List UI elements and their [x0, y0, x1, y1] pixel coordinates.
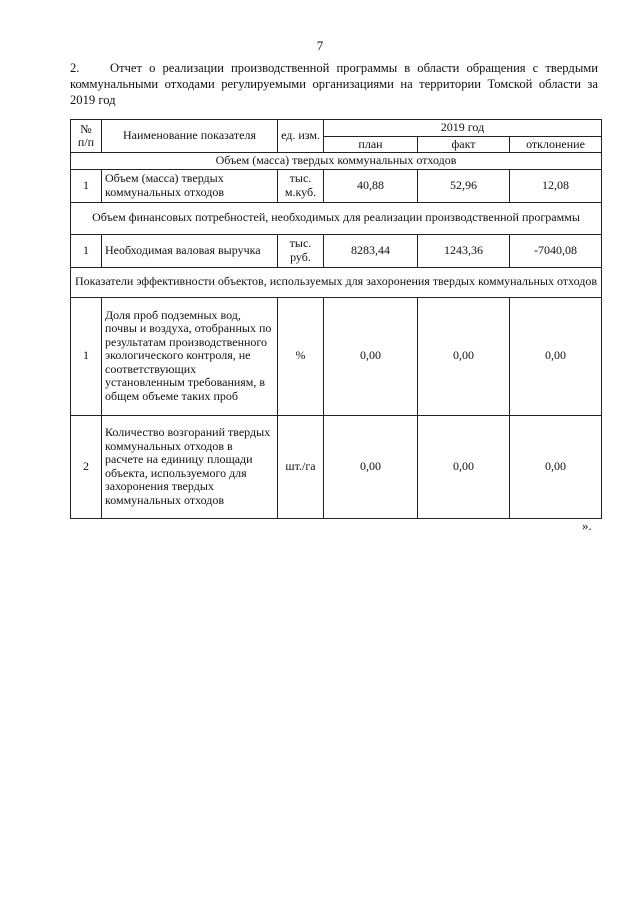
header-name: Наименование показателя — [102, 120, 278, 153]
section-title: Объем (масса) твердых коммунальных отходов — [71, 153, 602, 170]
page-number: 7 — [316, 38, 324, 53]
row-plan: 0,00 — [324, 415, 418, 518]
header-year: 2019 год — [324, 120, 602, 137]
row-num: 1 — [71, 169, 102, 202]
header-fact: факт — [418, 136, 510, 153]
row-plan: 40,88 — [324, 169, 418, 202]
header-unit: ед. изм. — [278, 120, 324, 153]
report-table — [70, 119, 602, 519]
row-num: 1 — [71, 234, 102, 267]
table-row — [71, 234, 602, 267]
row-deviation: 0,00 — [510, 297, 602, 415]
row-plan: 8283,44 — [324, 234, 418, 267]
table-row — [71, 297, 602, 415]
row-fact: 0,00 — [418, 415, 510, 518]
row-fact: 1243,36 — [418, 234, 510, 267]
row-fact: 0,00 — [418, 297, 510, 415]
row-name: Доля проб подземных вод, почвы и воздуха, отобранных по результатам производственного экологического контроля, не соответствующих установленным требованиям, в общем объеме таких проб — [102, 297, 278, 415]
row-deviation: -7040,08 — [510, 234, 602, 267]
header-plan: план — [324, 136, 418, 153]
heading-text: Отчет о реализации производственной программы в области обращения с твердыми коммунальными отходами регулируемыми организациями на территории Томской области за 2019 год — [70, 61, 598, 107]
heading-number: 2. — [70, 61, 80, 75]
row-fact: 52,96 — [418, 169, 510, 202]
row-unit: тыс. руб. — [278, 234, 324, 267]
row-unit: % — [278, 297, 324, 415]
closing-quote: ». — [582, 518, 592, 533]
row-name: Количество возгораний твердых коммунальных отходов в расчете на единицу площади объекта, используемого для захоронения твердых коммунальных отходов — [102, 415, 278, 518]
row-unit: тыс. м.куб. — [278, 169, 324, 202]
row-deviation: 0,00 — [510, 415, 602, 518]
section-title: Объем финансовых потребностей, необходимых для реализации производственной программы — [71, 202, 602, 234]
row-name: Необходимая валовая выручка — [102, 234, 278, 267]
row-plan: 0,00 — [324, 297, 418, 415]
row-name: Объем (масса) твердых коммунальных отходов — [102, 169, 278, 202]
row-unit: шт./га — [278, 415, 324, 518]
table-row — [71, 169, 602, 202]
section-title: Показатели эффективности объектов, используемых для захоронения твердых коммунальных отходов — [71, 267, 602, 297]
row-num: 2 — [71, 415, 102, 518]
report-heading — [70, 60, 598, 108]
header-deviation: отклонение — [510, 136, 602, 153]
row-num: 1 — [71, 297, 102, 415]
table-row — [71, 415, 602, 518]
header-num: № п/п — [71, 120, 102, 153]
row-deviation: 12,08 — [510, 169, 602, 202]
